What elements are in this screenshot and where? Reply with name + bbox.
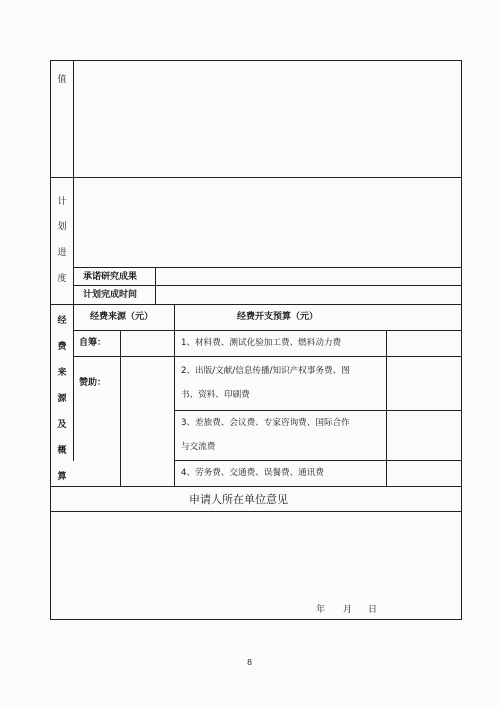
funding-label-char-1: 经 (57, 316, 67, 326)
budget-amount-divider (386, 330, 387, 486)
divider-funding-header (73, 330, 462, 331)
table-border-top (50, 60, 462, 61)
budget-item-1: 1、材料费、测试化验加工费、燃料动力费 (181, 338, 342, 348)
source-column-divider (174, 304, 175, 486)
divider-opinion-title (50, 511, 462, 512)
divider-outcome-top (73, 267, 462, 268)
funding-label-char-5: 及 (57, 420, 67, 430)
funding-label-char-2: 费 (57, 342, 67, 352)
table-border-right (461, 60, 462, 620)
divider-row-1 (73, 356, 462, 357)
table-border-bottom (50, 619, 462, 620)
funding-source-header: 经费来源（元） (90, 312, 154, 322)
opinion-title: 申请人所在单位意见 (189, 493, 288, 506)
progress-label-char-4: 度 (57, 274, 67, 284)
date-day: 日 (368, 605, 378, 615)
source-self-divider (120, 330, 121, 486)
progress-label-char-2: 划 (57, 222, 67, 232)
divider-value-progress (50, 177, 462, 178)
self-raised-label: 自筹： (79, 338, 107, 348)
divider-outcome-bottom (73, 285, 462, 286)
value-label: 值 (57, 75, 67, 85)
budget-item-3-line-2: 与交流费 (181, 442, 216, 452)
progress-label-char-1: 计 (57, 197, 67, 207)
divider-progress-funding (50, 304, 462, 305)
budget-item-3-line-1: 3、差旅费、会议费、专家咨询费、国际合作 (181, 418, 350, 428)
budget-item-2-line-1: 2、出版/文献/信息传播/知识产权事务费、图 (181, 366, 350, 376)
date-year: 年 (316, 605, 326, 615)
funding-label-char-4: 源 (57, 394, 67, 404)
budget-item-4: 4、劳务费、交通费、误餐费、通讯费 (181, 468, 324, 478)
budget-header: 经费开支预算（元） (237, 312, 319, 322)
funding-label-char-3: 来 (57, 368, 67, 378)
label-column-divider (73, 60, 74, 461)
progress-label-char-3: 进 (57, 248, 67, 258)
completion-label: 计划完成时间 (83, 290, 138, 300)
funding-label-char-6: 概 (57, 446, 67, 456)
outcome-label: 承诺研究成果 (83, 272, 138, 282)
divider-row-3 (174, 460, 462, 461)
page-number: 8 (247, 658, 253, 667)
divider-funding-bottom (50, 486, 462, 487)
funding-label-char-7: 算 (57, 472, 67, 482)
outcome-label-divider (155, 267, 156, 304)
budget-item-2-line-2: 书、资料、印刷费 (181, 390, 250, 400)
divider-row-2 (174, 410, 462, 411)
sponsored-label: 赞助： (79, 378, 107, 388)
date-month: 月 (343, 605, 353, 615)
